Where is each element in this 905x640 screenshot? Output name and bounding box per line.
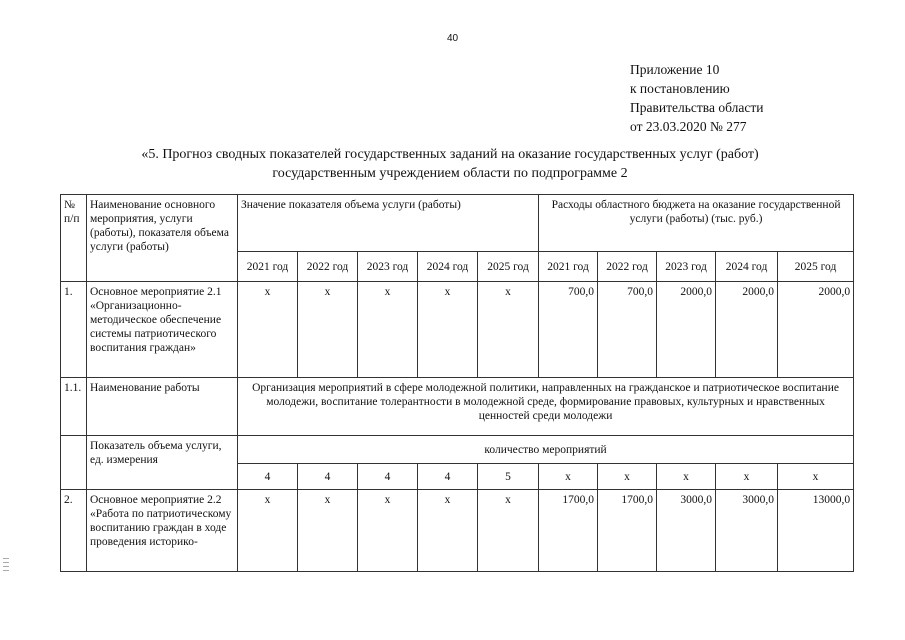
row-name: Основное мероприятие 2.2 «Работа по патриотическому воспитанию граждан в ходе проведения историко- [87, 490, 238, 572]
expense-cell: 2000,0 [657, 282, 716, 378]
page-number: 40 [446, 33, 459, 44]
expense-cell: 3000,0 [657, 490, 716, 572]
volume-year-header: 2025 год [478, 252, 539, 282]
title-line: «5. Прогноз сводных показателей государственных заданий на оказание государственных услуг (работ) [141, 147, 759, 162]
appendix-line: Правительства области [630, 100, 764, 115]
expense-cell: х [657, 464, 716, 490]
expense-cell: х [539, 464, 598, 490]
volume-cell: х [358, 282, 418, 378]
row-num: 2. [61, 490, 87, 572]
expense-cell: 1700,0 [539, 490, 598, 572]
volume-cell: х [238, 282, 298, 378]
row-name: Показатель объема услуги, ед. измерения [87, 436, 238, 490]
volume-cell: х [478, 490, 539, 572]
document-title [60, 145, 840, 183]
forecast-table [60, 194, 854, 572]
volume-year-header: 2023 год [358, 252, 418, 282]
expense-cell: х [778, 464, 854, 490]
volume-year-header: 2021 год [238, 252, 298, 282]
appendix-line: к постановлению [630, 81, 730, 96]
volume-year-header: 2022 год [298, 252, 358, 282]
row-num: 1. [61, 282, 87, 378]
volume-cell: х [238, 490, 298, 572]
work-description: Организация мероприятий в сфере молодежной политики, направленных на гражданское и патриотическое воспитание молодежи, воспитание толерантности в молодежной среде, формирование правовых, культурных и нравственных ценностей среди молодежи [238, 378, 854, 436]
appendix-line: Приложение 10 [630, 62, 720, 77]
volume-cell: х [478, 282, 539, 378]
volume-cell: 4 [418, 464, 478, 490]
row-num-empty [61, 436, 87, 490]
row-name: Наименование работы [87, 378, 238, 436]
row-name: Основное мероприятие 2.1 «Организационно-методическое обеспечение системы патриотического воспитания граждан» [87, 282, 238, 378]
volume-cell: х [358, 490, 418, 572]
expense-cell: 2000,0 [778, 282, 854, 378]
volume-cell: х [298, 282, 358, 378]
header-name: Наименование основного мероприятия, услуги (работы), показателя объема услуги (работы) [87, 195, 238, 282]
volume-cell: 5 [478, 464, 539, 490]
header-volume: Значение показателя объема услуги (работы) [238, 195, 539, 252]
expense-cell: 2000,0 [716, 282, 778, 378]
volume-cell: х [418, 282, 478, 378]
expense-cell: 13000,0 [778, 490, 854, 572]
volume-cell: х [298, 490, 358, 572]
expense-cell: 700,0 [539, 282, 598, 378]
expenses-year-header: 2025 год [778, 252, 854, 282]
header-expenses: Расходы областного бюджета на оказание государственной услуги (работы) (тыс. руб.) [539, 195, 854, 252]
volume-cell: 4 [298, 464, 358, 490]
expenses-year-header: 2024 год [716, 252, 778, 282]
appendix-block [630, 60, 763, 136]
volume-cell: 4 [358, 464, 418, 490]
table-row [61, 490, 854, 572]
expenses-year-header: 2022 год [598, 252, 657, 282]
table-row [61, 282, 854, 378]
volume-cell: 4 [238, 464, 298, 490]
expense-cell: 3000,0 [716, 490, 778, 572]
expense-cell: х [598, 464, 657, 490]
volume-year-header: 2024 год [418, 252, 478, 282]
expenses-year-header: 2021 год [539, 252, 598, 282]
expenses-year-header: 2023 год [657, 252, 716, 282]
volume-cell: х [418, 490, 478, 572]
table-row [61, 378, 854, 436]
expense-cell: х [716, 464, 778, 490]
appendix-line: от 23.03.2020 № 277 [630, 119, 747, 134]
title-line: государственным учреждением области по подпрограмме 2 [272, 166, 628, 181]
expense-cell: 700,0 [598, 282, 657, 378]
row-num: 1.1. [61, 378, 87, 436]
header-num: № п/п [61, 195, 87, 282]
indicator-unit: количество мероприятий [238, 436, 854, 464]
expense-cell: 1700,0 [598, 490, 657, 572]
scan-margin-marks [3, 558, 9, 574]
